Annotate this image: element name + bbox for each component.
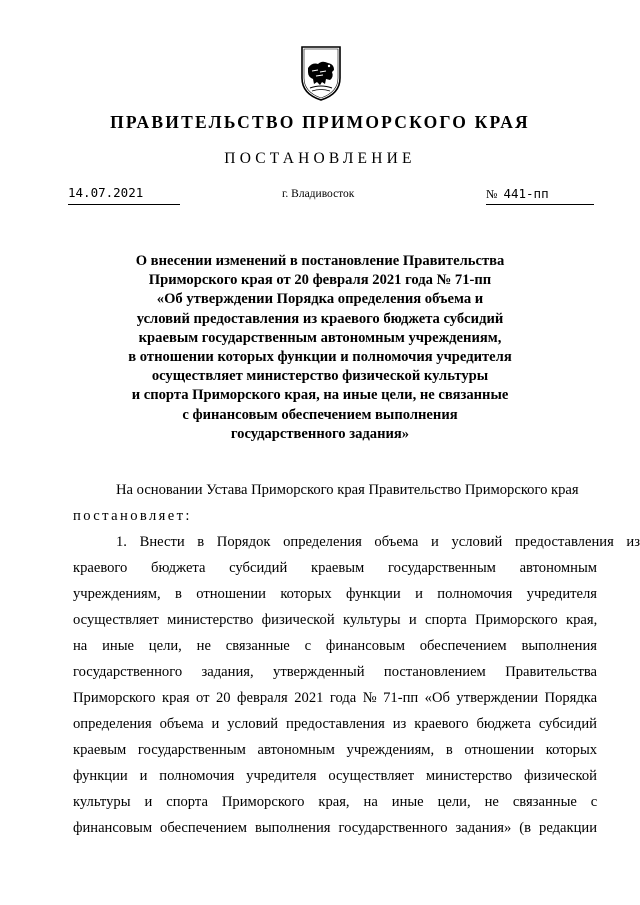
subject-line: краевым государственным автономным учреждениям, (138, 329, 502, 346)
subject-line: в отношении которых функции и полномочия учредителя (128, 349, 512, 366)
subject-line: осуществляет министерство физической культуры (151, 368, 489, 385)
document-subject (90, 252, 550, 444)
subject-line: государственного задания» (230, 425, 410, 442)
item-1-line: определения объема и условий предоставления из краевого бюджета субсидий (73, 716, 597, 732)
item-1-line: 1. Внести в Порядок определения объема и условий предоставления из (116, 534, 640, 550)
item-1-line: государственного задания, утвержденный постановлением Правительства (73, 664, 598, 680)
item-1-line: краевым государственным автономным учреждениям, в отношении которых (73, 742, 598, 758)
item-1-line: Приморского края от 20 февраля 2021 года № 71-пп «Об утверждении Порядка (73, 690, 598, 706)
subject-line: и спорта Приморского края, на иные цели, не связанные (131, 387, 509, 404)
item-1-line: учреждениям, в отношении которых функции и полномочия учредителя (73, 586, 597, 602)
decree-word: постановляет: (73, 508, 192, 524)
document-city: г. Владивосток (282, 188, 355, 200)
subject-line: О внесении изменений в постановление Правительства (135, 253, 505, 269)
coat-of-arms-icon (296, 44, 346, 102)
document-number: 441-пп (503, 186, 549, 201)
subject-line: с финансовым обеспечением выполнения (182, 406, 458, 423)
item-1-line: функции и полномочия учредителя осуществляет министерство физической (73, 768, 597, 784)
government-title: ПРАВИТЕЛЬСТВО ПРИМОРСКОГО КРАЯ (110, 112, 530, 132)
item-1-line: краевого бюджета субсидий краевым государственным автономным (73, 560, 597, 576)
item-1-line: культуры и спорта Приморского края, на иные цели, не связанные с (73, 794, 598, 810)
item-1-line: финансовым обеспечением выполнения государственного задания» (в редакции (73, 820, 598, 836)
subject-line: условий предоставления из краевого бюджета субсидий (136, 310, 504, 327)
number-sign: № (486, 187, 498, 201)
subject-line: «Об утверждении Порядка определения объема и (156, 291, 484, 308)
subject-line: Приморского края от 20 февраля 2021 года № 71-пп (148, 272, 492, 289)
basis-paragraph: На основании Устава Приморского края Правительство Приморского края (116, 482, 579, 498)
item-1-line: на иные цели, не связанные с финансовым обеспечением выполнения (73, 638, 597, 654)
document-type: ПОСТАНОВЛЕНИЕ (224, 150, 416, 167)
document-number-field (486, 184, 594, 205)
item-1-line: осуществляет министерство физической культуры и спорта Приморского края, (73, 612, 598, 628)
document-date: 14.07.2021 (68, 184, 180, 205)
